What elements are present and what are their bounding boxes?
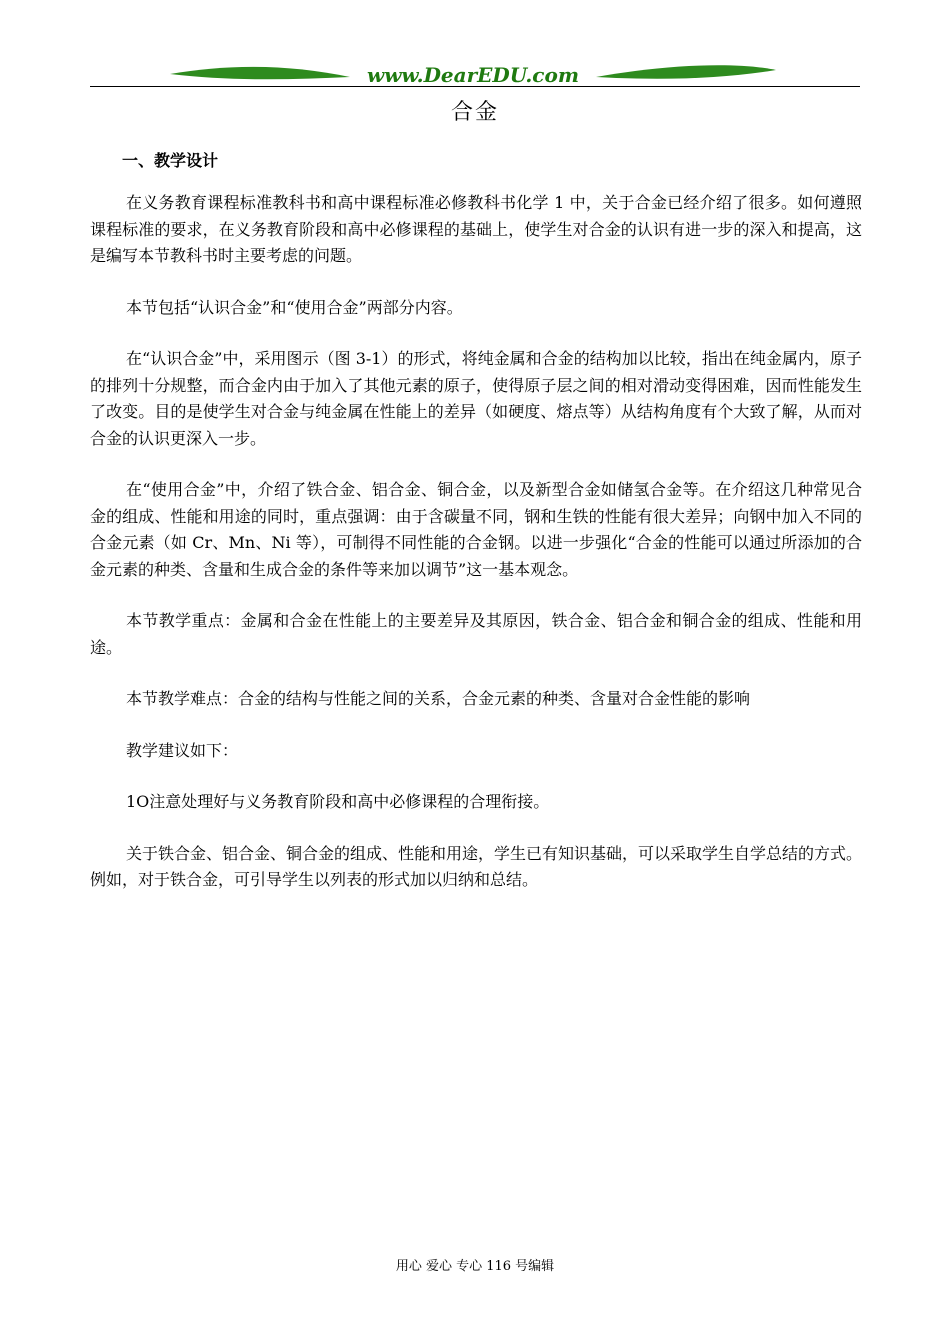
paragraph: 关于铁合金、铝合金、铜合金的组成、性能和用途，学生已有知识基础，可以采取学生自学总结的方式。例如，对于铁合金，可引导学生以列表的形式加以归纳和总结。 bbox=[90, 843, 863, 889]
document-title: 合金 bbox=[450, 100, 499, 125]
paragraph: 本节教学重点：金属和合金在性能上的主要差异及其原因，铁合金、铝合金和铜合金的组成、性能和用途。 bbox=[90, 611, 862, 657]
paragraph: 在“使用合金”中，介绍了铁合金、铝合金、铜合金，以及新型合金如储氢合金等。在介绍这几种常见合金的组成、性能和用途的同时，重点强调：由于含碳量不同，钢和生铁的性能有很大差异；向钢中加入不同的合金元素（如 Cr、Mn、Ni 等），可制得不同性能的合金钢。以进一步强化“合金的性能可以通过所添加的合金元素的种类、含量和生成合金的条件等来加以调节”这一基本观念。 bbox=[90, 480, 862, 579]
page-footer: 用心 爱心 专心 116 号编辑 bbox=[395, 1259, 555, 1274]
paragraph: 1O注意处理好与义务教育阶段和高中必修课程的合理衔接。 bbox=[126, 792, 550, 811]
right-leaf-swoosh-icon bbox=[596, 65, 776, 79]
document-body bbox=[90, 148, 862, 919]
paragraph: 在“认识合金”中，采用图示（图 3-1）的形式，将纯金属和合金的结构加以比较，指出在纯金属内，原子的排列十分规整，而合金内由于加入了其他元素的原子，使得原子层之间的相对滑动变得困难，因而性能发生了改变。目的是使学生对合金与纯金属在性能上的差异（如硬度、熔点等）从结构角度有个大致了解，从而对合金的认识更深入一步。 bbox=[90, 349, 862, 448]
paragraph: 本节教学难点：合金的结构与性能之间的关系，合金元素的种类、含量对合金性能的影响 bbox=[126, 689, 751, 708]
site-logo-text: www.DearEDU.com bbox=[366, 63, 580, 87]
left-leaf-swoosh-icon bbox=[170, 67, 350, 79]
header-rule bbox=[90, 86, 860, 87]
paragraph: 教学建议如下： bbox=[126, 740, 239, 760]
paragraph: 在义务教育课程标准教科书和高中课程标准必修教科书化学 1 中，关于合金已经介绍了很多。如何遵照课程标准的要求，在义务教育阶段和高中必修课程的基础上，使学生对合金的认识有进一步的深入和提高，这是编写本节教科书时主要考虑的问题。 bbox=[90, 193, 862, 265]
section-heading: 一、教学设计 bbox=[122, 151, 219, 170]
paragraph: 本节包括“认识合金”和“使用合金”两部分内容。 bbox=[126, 297, 463, 317]
